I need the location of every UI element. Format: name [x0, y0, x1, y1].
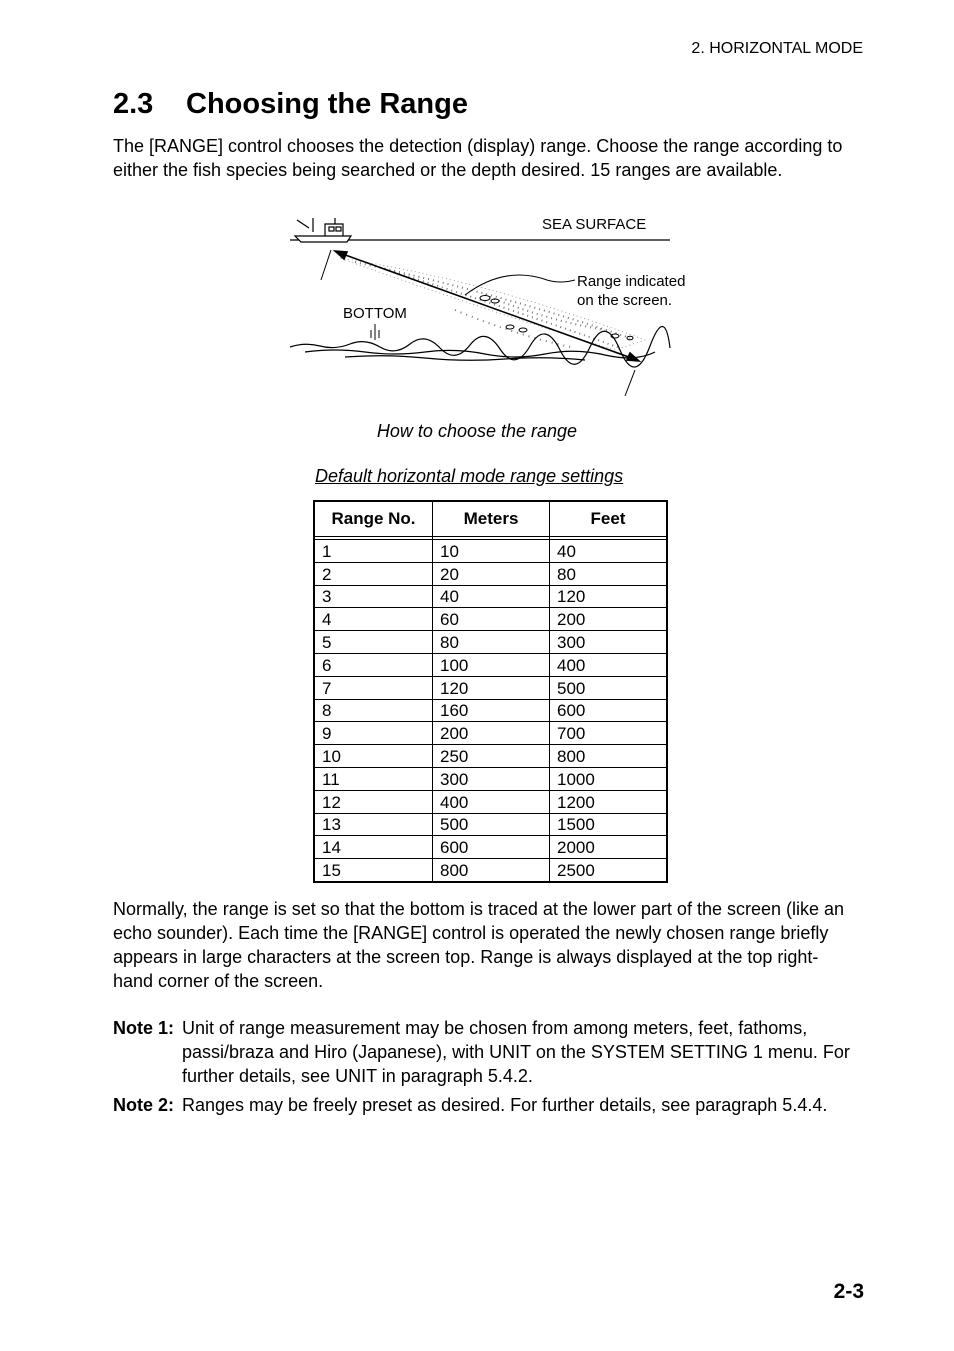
cell-range-no: 1: [314, 540, 433, 563]
cell-range-no: 2: [314, 562, 433, 585]
cell-meters: 600: [433, 836, 550, 859]
cell-meters: 200: [433, 722, 550, 745]
table-body: [314, 537, 667, 882]
cell-feet: 700: [550, 722, 668, 745]
cell-feet: 1000: [550, 767, 668, 790]
table-caption: Default horizontal mode range settings: [315, 466, 624, 486]
note-2: [113, 1093, 873, 1117]
cell-range-no: 11: [314, 767, 433, 790]
table-row: [314, 836, 667, 859]
cell-feet: 200: [550, 608, 668, 631]
cell-range-no: 3: [314, 585, 433, 608]
cell-feet: 800: [550, 745, 668, 768]
cell-range-no: 8: [314, 699, 433, 722]
table-row: [314, 562, 667, 585]
cell-range-no: 6: [314, 653, 433, 676]
cell-feet: 40: [550, 540, 668, 563]
cell-range-no: 12: [314, 790, 433, 813]
figure-caption: How to choose the range: [376, 421, 578, 441]
table-row: [314, 767, 667, 790]
cell-range-no: 4: [314, 608, 433, 631]
table-header-row: [314, 501, 667, 537]
table-row: [314, 631, 667, 654]
section-title-text: Choosing the Range: [186, 88, 468, 120]
note-text: Ranges may be freely preset as desired. For further details, see paragraph 5.4.4.: [182, 1095, 828, 1115]
cell-range-no: 14: [314, 836, 433, 859]
cell-feet: 300: [550, 631, 668, 654]
cell-feet: 120: [550, 585, 668, 608]
cell-range-no: 13: [314, 813, 433, 836]
range-end-pointer: [625, 370, 635, 396]
cell-feet: 2000: [550, 836, 668, 859]
cell-meters: 20: [433, 562, 550, 585]
cell-range-no: 7: [314, 676, 433, 699]
transducer-pointer: [321, 250, 331, 280]
cell-meters: 10: [433, 540, 550, 563]
cell-feet: 600: [550, 699, 668, 722]
range-leader-line: [465, 275, 575, 295]
page-number: 2-3: [833, 1280, 864, 1303]
cell-meters: 40: [433, 585, 550, 608]
body-paragraph: Normally, the range is set so that the bottom is traced at the lower part of the screen (like an echo sounder). Each time the [RANGE] control is operated the newly chosen range briefly appears in large characters at the screen top. Range is always displayed at the top right-hand corner of the screen.: [113, 899, 845, 991]
cell-meters: 800: [433, 859, 550, 882]
seabed: [290, 326, 670, 367]
table-row: [314, 813, 667, 836]
cell-feet: 1500: [550, 813, 668, 836]
column-header-feet: Feet: [550, 501, 668, 537]
cell-meters: 120: [433, 676, 550, 699]
table-row: [314, 676, 667, 699]
cell-feet: 80: [550, 562, 668, 585]
cell-range-no: 10: [314, 745, 433, 768]
cell-range-no: 9: [314, 722, 433, 745]
cell-feet: 1200: [550, 790, 668, 813]
cell-feet: 400: [550, 653, 668, 676]
bottom-pointer-icon: [371, 324, 379, 340]
cell-range-no: 5: [314, 631, 433, 654]
note-text: Unit of range measurement may be chosen from among meters, feet, fathoms, passi/braza and Hiro (Japanese), with UNIT on the SYSTEM SETTING 1 menu. For further details, see UNIT in paragraph 5.4.2.: [182, 1018, 850, 1086]
cell-meters: 500: [433, 813, 550, 836]
cell-feet: 500: [550, 676, 668, 699]
cell-meters: 60: [433, 608, 550, 631]
table-row: [314, 859, 667, 882]
table-row: [314, 699, 667, 722]
cell-meters: 100: [433, 653, 550, 676]
cell-meters: 80: [433, 631, 550, 654]
table-row: [314, 745, 667, 768]
boat-icon: [295, 218, 351, 242]
intro-paragraph: The [RANGE] control chooses the detection (display) range. Choose the range according to either the fish species being searched or the depth desired. 15 ranges are available.: [113, 136, 843, 180]
note-1: [113, 1016, 873, 1088]
range-table: [313, 500, 668, 883]
section-title: [113, 88, 468, 121]
table-row: [314, 722, 667, 745]
bottom-label: BOTTOM: [343, 305, 407, 322]
range-diagram: [285, 210, 705, 402]
cell-meters: 300: [433, 767, 550, 790]
column-header-range-no: Range No.: [314, 501, 433, 537]
cell-meters: 160: [433, 699, 550, 722]
note-label: Note 1:: [113, 1018, 175, 1038]
cell-meters: 400: [433, 790, 550, 813]
table-row: [314, 608, 667, 631]
note-label: Note 2:: [113, 1095, 175, 1115]
cell-feet: 2500: [550, 859, 668, 882]
running-header: 2. HORIZONTAL MODE: [691, 40, 863, 57]
range-indicated-label-2: on the screen.: [577, 292, 673, 309]
table-row: [314, 653, 667, 676]
table-row: [314, 585, 667, 608]
cell-range-no: 15: [314, 859, 433, 882]
sea-surface-label: SEA SURFACE: [542, 216, 647, 233]
table-row: [314, 790, 667, 813]
cell-meters: 250: [433, 745, 550, 768]
column-header-meters: Meters: [433, 501, 550, 537]
table-row: [314, 540, 667, 563]
range-indicated-label-1: Range indicated: [577, 273, 686, 290]
section-number: 2.3: [113, 88, 154, 120]
